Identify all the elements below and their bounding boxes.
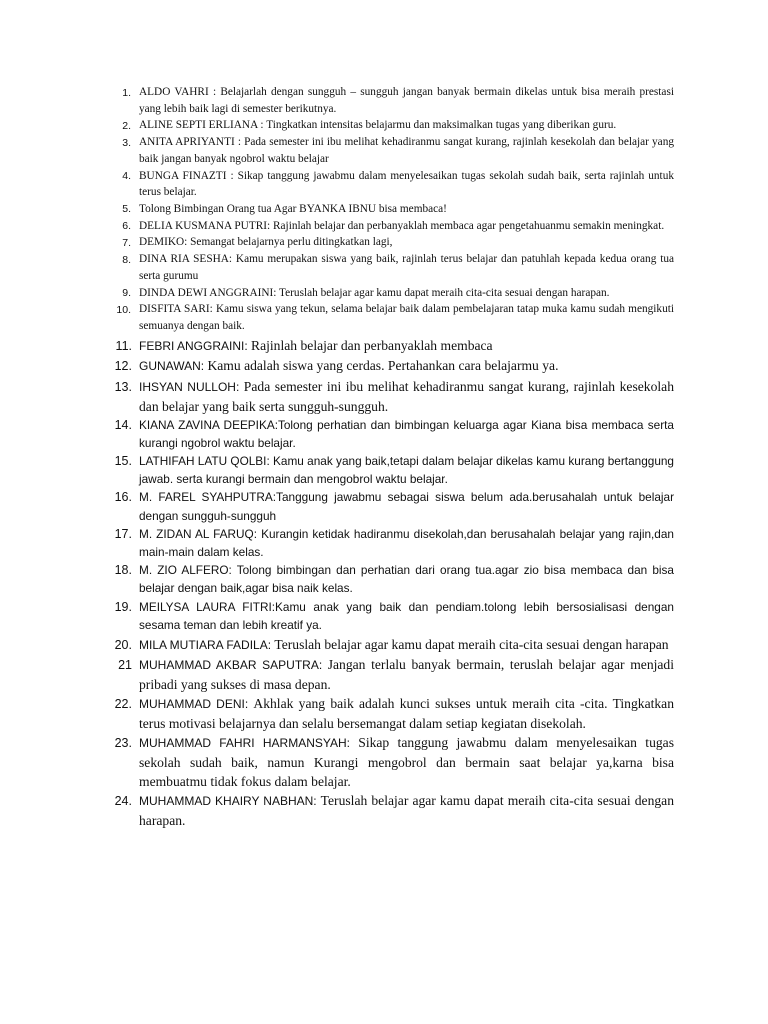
- item-text: M. FAREL SYAHPUTRA:Tanggung jawabmu sebagai siswa belum ada.berusahalah untuk belajar dengan sungguh-sungguh: [139, 490, 674, 523]
- list-item: [114, 356, 674, 376]
- item-text: Rajinlah belajar dan perbanyaklah membaca: [251, 337, 493, 353]
- item-number: 8.: [122, 253, 131, 266]
- list-item: [114, 452, 674, 488]
- item-number: 17.: [114, 526, 132, 541]
- item-text: Teruslah belajar agar kamu dapat meraih cita-cita sesuai dengan harapan: [274, 637, 669, 653]
- item-text: DINDA DEWI ANGGRAINI: Teruslah belajar agar kamu dapat meraih cita-cita sesuai dengan harapan.: [139, 286, 610, 299]
- item-number: 5.: [122, 203, 131, 216]
- item-number: 12.: [114, 358, 132, 373]
- item-number: 1.: [122, 86, 131, 99]
- list-item: [122, 84, 674, 117]
- item-number: 15.: [114, 454, 132, 468]
- list-item: [122, 218, 674, 235]
- list-item: [122, 134, 674, 167]
- item-number: 21: [118, 658, 132, 673]
- list-item: [114, 598, 674, 634]
- student-name: MUHAMMAD KHAIRY NABHAN:: [139, 794, 321, 809]
- list-item: [114, 733, 674, 791]
- item-text: Sikap tanggung jawabmu dalam menyelesaikan tugas sekolah sudah baik, namun Kurangi mengobrol dan bermain saat belajar ya,karna bisa membuatmu tidak fokus dalam belajar.: [139, 735, 674, 790]
- student-name: MUHAMMAD FAHRI HARMANSYAH:: [139, 736, 359, 751]
- student-name: MUHAMMAD DENI:: [139, 697, 254, 712]
- item-text: BUNGA FINAZTI : Sikap tanggung jawabmu dalam menyelesaikan tugas sekolah sudah baik, serta rajinlah untuk terus belajar.: [139, 169, 674, 199]
- item-text: Jangan terlalu banyak bermain, teruslah belajar agar menjadi pribadi yang sukses di masa depan.: [139, 657, 675, 693]
- item-number: 11.: [115, 338, 132, 353]
- list-item: [122, 285, 674, 302]
- item-text: M. ZIO ALFERO: Tolong bimbingan dan perhatian dari orang tua.agar zio bisa membaca dan bisa belajar dengan baik,agar bisa naik kelas.: [139, 563, 674, 596]
- item-number: 4.: [122, 170, 131, 183]
- list-item: [122, 117, 674, 134]
- item-number: 9.: [122, 287, 131, 300]
- item-text: DINA RIA SESHA: Kamu merupakan siswa yang baik, rajinlah terus belajar dan patuhlah kepada kedua orang tua serta gurumu: [139, 253, 674, 282]
- item-number: 22.: [114, 697, 132, 712]
- item-number: 20.: [114, 638, 132, 653]
- list-item: [118, 655, 675, 694]
- item-number: 2.: [122, 119, 131, 132]
- document-page: [0, 84, 768, 830]
- list-item: [114, 488, 674, 524]
- list-item: [122, 251, 674, 284]
- item-text: DEMIKO: Semangat belajarnya perlu ditingkatkan lagi,: [139, 236, 393, 249]
- list-item: [114, 377, 674, 416]
- item-number: 13.: [114, 379, 132, 394]
- list-item: [122, 234, 674, 251]
- item-text: M. ZIDAN AL FARUQ: Kurangin ketidak hadiranmu disekolah,dan berusahalah belajar yang rajin,dan main-main dalam kelas.: [139, 526, 674, 560]
- item-number: 7.: [122, 236, 131, 249]
- student-name: MILA MUTIARA FADILA:: [139, 638, 275, 653]
- student-name: IHSYAN NULLOH:: [139, 379, 244, 394]
- item-text: KIANA ZAVINA DEEPIKA:Tolong perhatian dan bimbingan keluarga agar Kiana bisa membaca serta kurangi ngobrol waktu belajar.: [139, 417, 674, 450]
- item-number: 10.: [116, 303, 131, 316]
- item-number: 23.: [114, 736, 132, 751]
- item-text: ANITA APRIYANTI : Pada semester ini ibu melihat kehadiranmu sangat kurang, rajinlah kesekolah dan belajar yang baik jangan banyak ngobrol waktu belajar: [139, 136, 674, 165]
- item-text: Akhlak yang baik adalah kunci sukses untuk meraih cita -cita. Tingkatkan terus motivasi belajarnya dan selalu bersemangat dalam setiap kegiatan disekolah.: [139, 696, 675, 732]
- item-number: 6.: [122, 220, 131, 233]
- item-text: MEILYSA LAURA FITRI:Kamu anak yang baik dan pendiam.tolong lebih bersosialisasi dengan sesama teman dan lebih kreatif ya.: [139, 599, 674, 632]
- list-item: [122, 201, 674, 218]
- list-item: [122, 168, 674, 201]
- list-item: [114, 525, 674, 561]
- student-name: GUNAWAN:: [139, 358, 208, 373]
- list-item: [114, 635, 674, 655]
- list-item: [114, 694, 675, 733]
- student-name: MUHAMMAD AKBAR SAPUTRA:: [139, 658, 328, 673]
- item-text: LATHIFAH LATU QOLBI: Kamu anak yang baik,tetapi dalam belajar dikelas kamu kurang bertanggung jawab. serta kurangi bermain dan mengobrol waktu belajar.: [139, 454, 674, 487]
- item-number: 18.: [114, 563, 132, 578]
- student-name: FEBRI ANGGRAINI:: [139, 338, 252, 353]
- item-text: DELIA KUSMANA PUTRI: Rajinlah belajar dan perbanyaklah membaca agar pengetahuanmu semakin meningkat.: [139, 219, 665, 232]
- list-item: [114, 416, 674, 452]
- item-number: 19.: [114, 599, 132, 614]
- item-text: ALINE SEPTI ERLIANA : Tingkatkan intensitas belajarmu dan maksimalkan tugas yang diberikan guru.: [139, 119, 617, 132]
- list-item: [115, 336, 674, 356]
- item-number: 14.: [114, 417, 132, 432]
- list-item: [114, 791, 674, 830]
- item-text: Kamu adalah siswa yang cerdas. Pertahankan cara belajarmu ya.: [207, 357, 559, 373]
- item-text: Pada semester ini ibu melihat kehadiranmu sangat kurang, rajinlah kesekolah dan belajar yang baik serta sungguh-sungguh.: [139, 378, 674, 414]
- item-text: Teruslah belajar agar kamu dapat meraih cita-cita sesuai dengan harapan.: [139, 793, 674, 829]
- item-number: 24.: [114, 794, 132, 809]
- item-text: ALDO VAHRI : Belajarlah dengan sungguh – sungguh jangan banyak bermain dikelas untuk bisa meraih prestasi yang lebih baik lagi di semester berikutnya.: [139, 86, 674, 115]
- item-text: Tolong Bimbingan Orang tua Agar BYANKA IBNU bisa membaca!: [139, 202, 447, 215]
- item-number: 3.: [122, 136, 131, 149]
- student-notes-list: [0, 84, 768, 830]
- item-text: DISFITA SARI: Kamu siswa yang tekun, selama belajar baik dalam pembelajaran tatap muka kamu sudah mengikuti semuanya dengan baik.: [139, 303, 674, 332]
- list-item: [116, 301, 674, 334]
- item-number: 16.: [114, 490, 132, 505]
- list-item: [114, 561, 674, 597]
